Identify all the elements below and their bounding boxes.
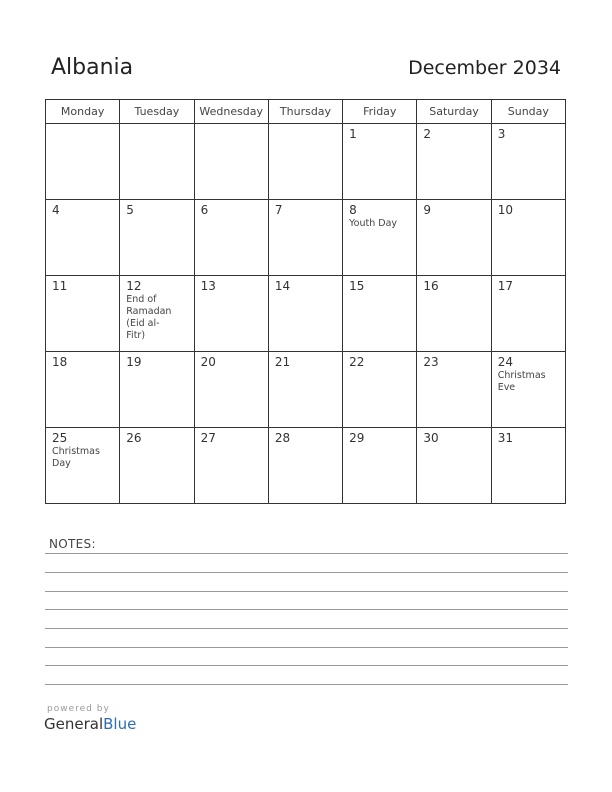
day-cell — [343, 124, 417, 200]
day-cell — [120, 276, 194, 352]
day-cell — [491, 276, 565, 352]
powered-by-text: powered by — [47, 704, 110, 714]
day-number: 2 — [423, 127, 432, 141]
holiday-label: Christmas Eve — [497, 370, 546, 393]
day-number: 3 — [497, 127, 506, 141]
week-row — [46, 124, 566, 200]
weekday-monday: Monday — [46, 100, 120, 124]
notes-line — [45, 553, 568, 554]
day-number: 7 — [274, 203, 283, 217]
day-number: 10 — [497, 203, 513, 217]
day-number: 8 — [349, 203, 357, 217]
notes-line — [45, 665, 568, 666]
day-cell — [491, 352, 565, 428]
day-number: 14 — [274, 279, 291, 293]
day-number: 13 — [200, 279, 216, 293]
day-cell — [46, 428, 120, 504]
day-number: 31 — [497, 431, 513, 445]
day-cell — [46, 200, 120, 276]
month-year-title: December 2034 — [408, 57, 561, 79]
day-cell — [194, 428, 268, 504]
day-number: 12 — [126, 279, 142, 293]
holiday-label: End of Ramadan (Eid al-Fitr) — [126, 294, 172, 341]
day-number: 25 — [52, 431, 68, 445]
notes-line — [45, 572, 568, 573]
day-number: 18 — [52, 355, 68, 369]
holiday-label: Christmas Day — [52, 446, 100, 469]
brand-general: General — [44, 715, 104, 733]
day-cell — [120, 124, 194, 200]
day-cell — [417, 352, 491, 428]
country-title: Albania — [51, 55, 134, 80]
notes-label: NOTES: — [49, 537, 96, 551]
day-cell — [343, 428, 417, 504]
notes-line — [45, 628, 568, 629]
day-number: 22 — [349, 355, 365, 369]
weekday-thursday: Thursday — [268, 100, 342, 124]
day-cell — [46, 124, 120, 200]
day-cell — [417, 200, 491, 276]
day-cell — [268, 200, 342, 276]
day-cell — [343, 352, 417, 428]
day-number: 20 — [200, 355, 216, 369]
day-number: 17 — [497, 279, 513, 293]
weekday-sunday: Sunday — [491, 100, 565, 124]
week-row — [46, 276, 566, 352]
day-number: 16 — [423, 279, 439, 293]
notes-line — [45, 591, 568, 592]
day-cell — [268, 428, 342, 504]
generalblue-logo — [44, 704, 136, 733]
holiday-label: Youth Day — [349, 218, 398, 229]
weekday-friday: Friday — [343, 100, 417, 124]
day-cell — [491, 200, 565, 276]
day-cell — [194, 124, 268, 200]
weekday-header-row — [46, 100, 566, 124]
day-cell — [194, 200, 268, 276]
brand-blue: Blue — [103, 715, 137, 733]
day-cell — [46, 352, 120, 428]
weekday-saturday: Saturday — [417, 100, 491, 124]
day-number: 5 — [126, 203, 134, 217]
day-cell — [343, 200, 417, 276]
day-cell — [46, 276, 120, 352]
day-cell — [491, 428, 565, 504]
day-number: 30 — [423, 431, 439, 445]
day-cell — [417, 428, 491, 504]
day-number: 21 — [274, 355, 291, 369]
brand-name — [44, 715, 136, 733]
week-row — [46, 428, 566, 504]
day-cell — [120, 428, 194, 504]
day-cell — [343, 276, 417, 352]
day-number: 27 — [200, 431, 216, 445]
day-number: 29 — [349, 431, 365, 445]
day-number: 15 — [349, 279, 365, 293]
day-number: 4 — [52, 203, 60, 217]
week-row — [46, 352, 566, 428]
day-number: 23 — [423, 355, 439, 369]
day-number: 9 — [423, 203, 432, 217]
day-number: 6 — [200, 203, 209, 217]
day-cell — [417, 124, 491, 200]
day-cell — [268, 352, 342, 428]
weekday-tuesday: Tuesday — [120, 100, 194, 124]
day-cell — [268, 124, 342, 200]
day-cell — [491, 124, 565, 200]
notes-line — [45, 684, 568, 685]
day-cell — [120, 352, 194, 428]
week-row — [46, 200, 566, 276]
day-number: 11 — [52, 279, 68, 293]
weekday-wednesday: Wednesday — [194, 100, 268, 124]
day-number: 1 — [349, 127, 357, 141]
day-cell — [194, 352, 268, 428]
day-number: 26 — [126, 431, 142, 445]
notes-line — [45, 609, 568, 610]
day-cell — [268, 276, 342, 352]
day-number: 28 — [274, 431, 291, 445]
calendar-grid — [45, 99, 566, 504]
day-number: 19 — [126, 355, 142, 369]
day-cell — [417, 276, 491, 352]
notes-line — [45, 647, 568, 648]
day-cell — [194, 276, 268, 352]
day-cell — [120, 200, 194, 276]
day-number: 24 — [497, 355, 513, 369]
